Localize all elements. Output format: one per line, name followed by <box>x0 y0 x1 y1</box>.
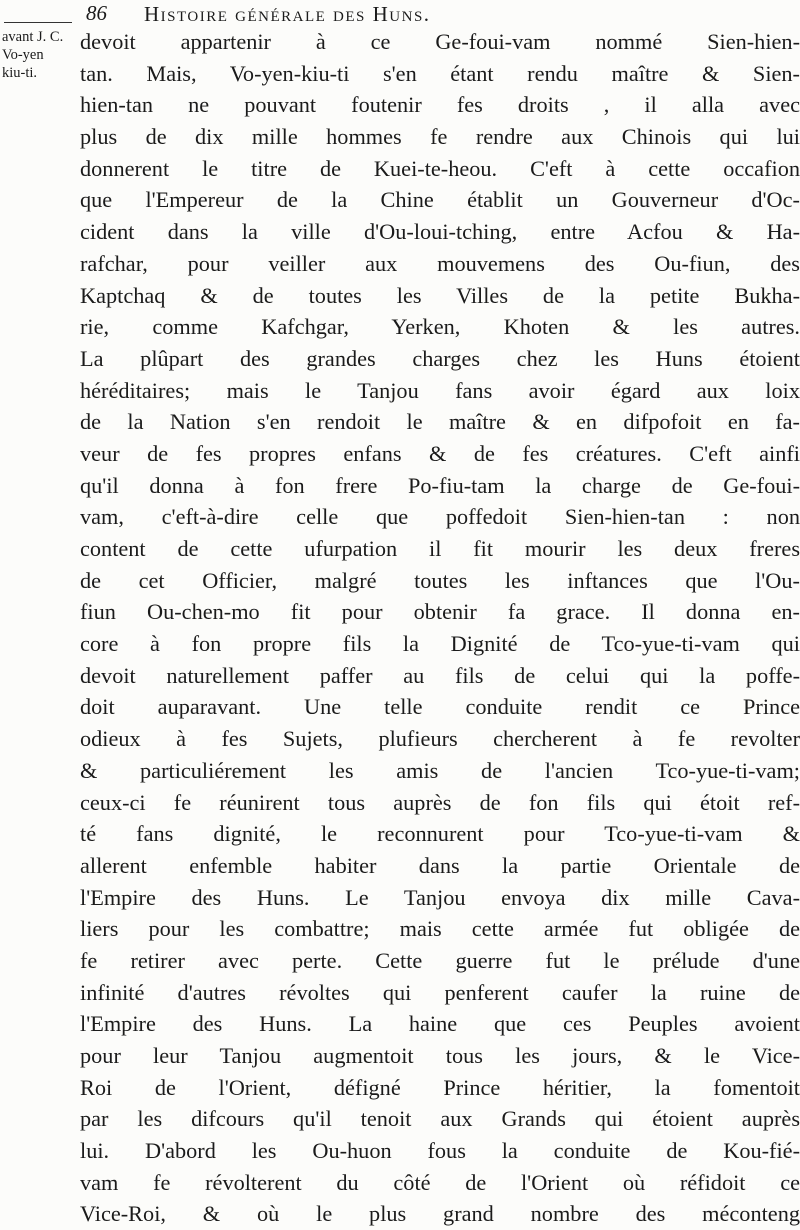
text-line: rafchar, pour veiller aux mouvemens des Ou-fiun, des <box>80 250 800 276</box>
body-text <box>80 26 800 1230</box>
text-line: fiun Ou-chen-mo fit pour obtenir fa grace. Il donna en- <box>80 599 800 625</box>
text-line: tan. Mais, Vo-yen-kiu-ti s'en étant rendu maître & Sien- <box>80 60 800 86</box>
text-line: core à fon propre fils la Dignité de Tco-yue-ti-vam qui <box>80 631 800 657</box>
text-line: cident dans la ville d'Ou-loui-tching, entre Acfou & Ha- <box>80 219 800 245</box>
text-line: vam, c'eft-à-dire celle que poffedoit Sien-hien-tan : non <box>80 504 800 530</box>
text-line: rie, comme Kafchgar, Yerken, Khoten & les autres. <box>80 314 800 340</box>
text-line: l'Empire des Huns. La haine que ces Peuples avoient <box>80 1011 800 1037</box>
text-line: content de cette ufurpation il fit mourir les deux freres <box>80 536 800 561</box>
text-line: ceux-ci fe réunirent tous auprès de fon fils qui étoit ref- <box>80 789 800 815</box>
text-line: allerent enfemble habiter dans la partie Orientale de <box>80 852 800 878</box>
page-title <box>144 2 431 27</box>
text-line: veur de fes propres enfans & de fes créatures. C'eft ainfi <box>80 440 800 466</box>
text-line: pour leur Tanjou augmentoit tous les jours, & le Vice- <box>80 1043 800 1068</box>
text-line: donnerent le titre de Kuei-te-heou. C'eft à cette occafion <box>80 155 800 181</box>
text-line: Roi de l'Orient, défigné Prince héritier, la fomentoit <box>80 1074 800 1100</box>
margin-note-line: avant J. C. <box>2 29 64 45</box>
margin-note <box>2 28 76 82</box>
margin-note-line: kiu-ti. <box>2 65 38 81</box>
text-line: par les difcours qu'il tenoit aux Grands qui étoient auprès <box>80 1106 800 1132</box>
text-line: liers pour les combattre; mais cette armée fut obligée de <box>80 916 800 942</box>
page-number: 86 <box>86 1 107 25</box>
text-line: La plûpart des grandes charges chez les Huns étoient <box>80 345 800 371</box>
text-line: Vice-Roi, & où le plus grand nombre des méconteng <box>80 1201 800 1227</box>
margin-rule <box>4 22 72 23</box>
text-line: plus de dix mille hommes fe rendre aux Chinois qui lui <box>80 124 800 150</box>
text-line: odieux à fes Sujets, plufieurs chercherent à fe revolter <box>80 726 800 752</box>
text-line: doit auparavant. Une telle conduite rendit ce Prince <box>80 694 800 720</box>
text-line: qu'il donna à fon frere Po-fiu-tam la charge de Ge-foui- <box>80 472 800 498</box>
text-line: que l'Empereur de la Chine établit un Gouverneur d'Oc- <box>80 187 800 213</box>
text-line: lui. D'abord les Ou-huon fous la conduite de Kou-fié- <box>80 1138 800 1164</box>
text-line: héréditaires; mais le Tanjou fans avoir égard aux loix <box>80 377 800 403</box>
text-line: vam fe révolterent du côté de l'Orient où réfidoit ce <box>80 1169 800 1195</box>
text-line: fe retirer avec perte. Cette guerre fut le prélude d'une <box>80 947 800 973</box>
text-line: Kaptchaq & de toutes les Villes de la petite Bukha- <box>80 282 800 308</box>
text-line: devoit appartenir à ce Ge-foui-vam nommé Sien-hien- <box>80 29 800 54</box>
text-line: de cet Officier, malgré toutes les inftances que l'Ou- <box>80 567 800 593</box>
margin-note-line: Vo-yen <box>2 47 44 63</box>
text-line: hien-tan ne pouvant foutenir fes droits , il alla avec <box>80 92 800 118</box>
text-line: l'Empire des Huns. Le Tanjou envoya dix mille Cava- <box>80 884 800 910</box>
text-line: infinité d'autres révoltes qui penferent caufer la ruine de <box>80 979 800 1005</box>
text-line: devoit naturellement paffer au fils de celui qui la poffe- <box>80 662 800 688</box>
text-line: de la Nation s'en rendoit le maître & en difpofoit en fa- <box>80 409 800 435</box>
page-title-text: Histoire générale des Huns. <box>144 2 431 26</box>
text-line: & particuliérement les amis de l'ancien Tco-yue-ti-vam; <box>80 757 800 783</box>
text-line: té fans dignité, le reconnurent pour Tco-yue-ti-vam & <box>80 821 800 847</box>
